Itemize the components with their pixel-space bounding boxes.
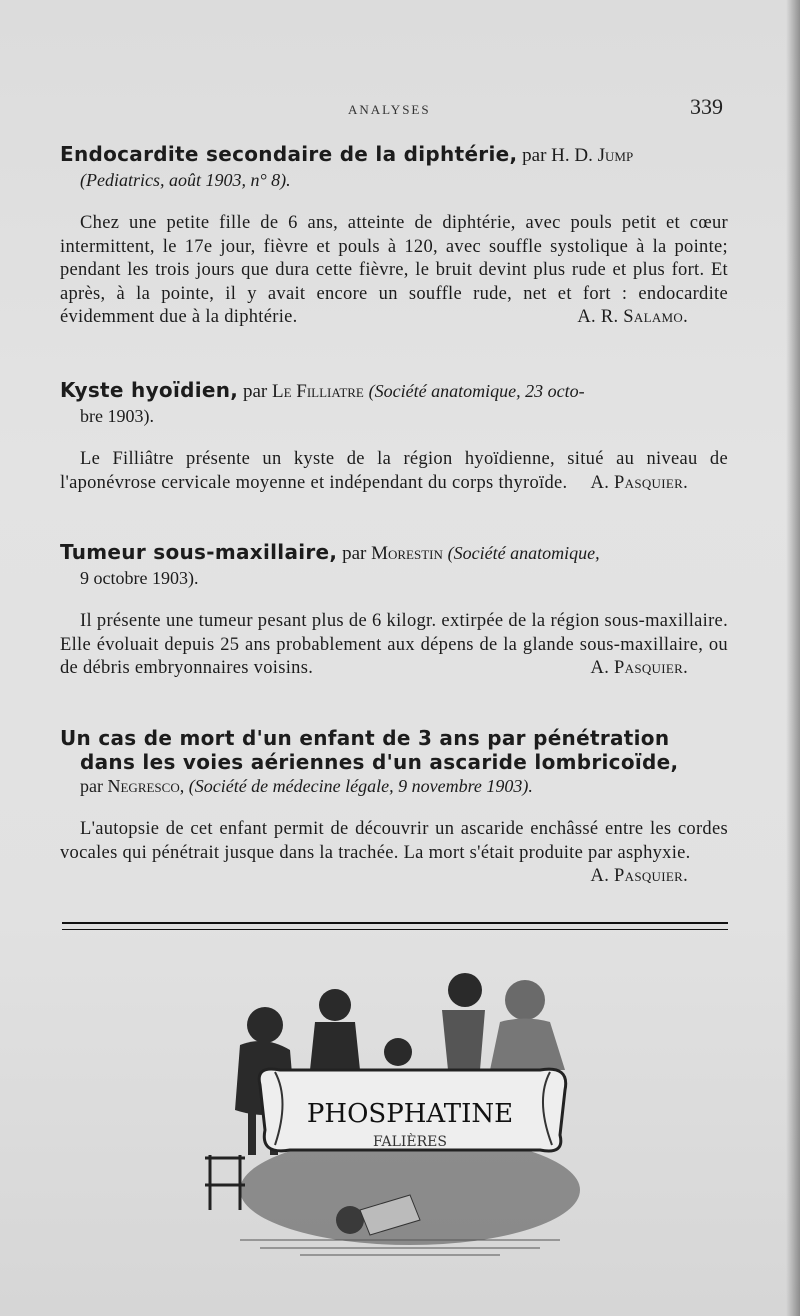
article-author: Morestin <box>371 543 443 564</box>
article-signature: A. Pasquier. <box>590 472 688 493</box>
article-body: L'autopsie de cet enfant permit de découvrir un ascaride enchâssé entre les cordes vocales qui pénétrait jusque dans la trachée. La mort s'était produite par asphyxie. A. Pasquier. <box>60 818 728 865</box>
article-endocardite <box>60 142 728 330</box>
article-title: Endocardite secondaire de la diphtérie, <box>60 142 518 166</box>
article-citation: (Pediatrics, août 1903, n° 8). <box>80 170 291 190</box>
article-body: Chez une petite fille de 6 ans, atteinte de diphtérie, avec pouls petit et cœur intermittent, le 17e jour, fièvre et pouls à 120, avec souffle systolique à la pointe; pendant les trois jours que dura cette fièvre, le bruit devint plus rude et plus fort. Et après, à la pointe, il y avait encore un souffle rude, net et fort : endocardite évidemment due à la diphtérie. A. R. Salamo. <box>60 212 728 330</box>
double-rule-thick <box>62 922 728 924</box>
article-title-line1: Un cas de mort d'un enfant de 3 ans par pénétration <box>60 726 670 750</box>
article-signature: A. R. Salamo. <box>577 307 688 327</box>
article-citation: (Société de médecine légale, 9 novembre 1903). <box>188 776 533 796</box>
advertisement-illustration <box>180 960 600 1270</box>
page-number: 339 <box>690 94 723 119</box>
article-kyste <box>60 378 728 495</box>
child-head <box>448 973 482 1007</box>
article-citation-cont: bre 1903). <box>80 406 154 426</box>
article-tumeur <box>60 540 728 681</box>
child-body <box>310 1022 360 1070</box>
article-citation: (Société anatomique, 23 octo- <box>368 381 585 401</box>
article-signature: A. Pasquier. <box>590 658 688 678</box>
running-head: ANALYSES <box>348 102 431 117</box>
article-heading: Tumeur sous-maxillaire, par Morestin (Société anatomique, 9 octobre 1903). <box>60 540 728 590</box>
article-title-line2: dans les voies aériennes d'un ascaride lombricoïde, <box>80 750 679 774</box>
article-citation: (Société anatomique, <box>447 543 600 563</box>
article-author: Le Filliatre <box>271 381 364 402</box>
child-body <box>490 1019 565 1071</box>
article-heading: Un cas de mort d'un enfant de 3 ans par pénétration dans les voies aériennes d'un ascaride lombricoïde, par Negresco, (Société de médecine légale, 9 novembre 1903). <box>60 726 728 798</box>
article-title: Kyste hyoïdien, <box>60 378 239 402</box>
article-heading: Endocardite secondaire de la diphtérie, par H. D. Jump (Pediatrics, août 1903, n° 8). <box>60 142 728 192</box>
article-author: Negresco, <box>107 776 185 796</box>
child-head <box>505 980 545 1020</box>
stool <box>205 1155 245 1210</box>
article-body: Il présente une tumeur pesant plus de 6 kilogr. extirpée de la région sous-maxillaire. Elle évoluait depuis 25 ans probablement aux dépens de la glande sous-maxillaire, ou de débris embryonnaires voisins. A. Pasquier. <box>60 610 728 681</box>
article-heading: Kyste hyoïdien, par Le Filliatre (Société anatomique, 23 octo- bre 1903). <box>60 378 728 428</box>
child-head <box>384 1038 412 1066</box>
child-body <box>442 1010 485 1070</box>
double-rule-thin <box>62 929 728 930</box>
child-head <box>319 989 351 1021</box>
child-leg <box>248 1110 256 1155</box>
article-body: Le Filliâtre présente un kyste de la région hyoïdienne, situé au niveau de l'aponévrose cervicale moyenne et indépendant du corps thyroïde. A. Pasquier. <box>60 448 728 495</box>
banner-subtext: FALIÈRES <box>372 1134 448 1150</box>
article-ascaride <box>60 726 728 889</box>
article-title: Tumeur sous-maxillaire, <box>60 540 338 564</box>
article-citation-cont: 9 octobre 1903). <box>80 568 199 588</box>
phosphatine-advertisement <box>180 960 600 1270</box>
child-head <box>247 1007 283 1043</box>
banner-text: PHOSPHATINE <box>306 1099 514 1129</box>
article-author: H. D. Jump <box>551 145 634 166</box>
article-signature: A. Pasquier. <box>590 866 688 886</box>
